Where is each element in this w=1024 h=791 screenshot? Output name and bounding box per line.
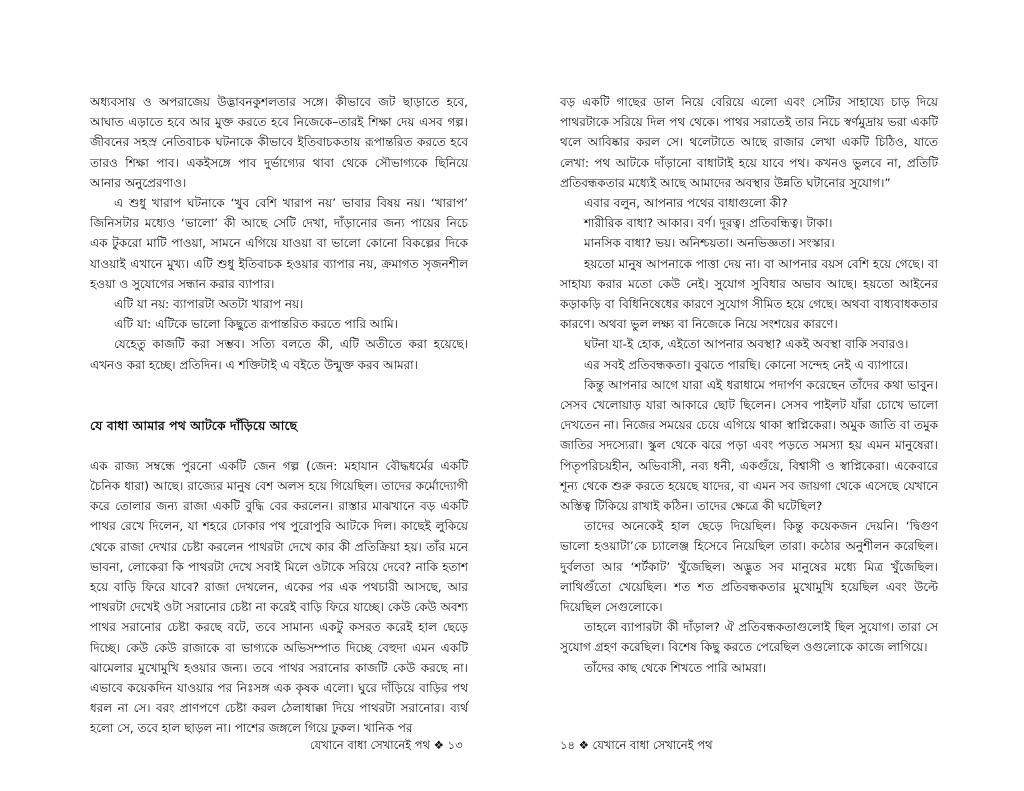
right-page-footer: ১৪ ❖ যেখানে বাধা সেখানেই পথ <box>560 738 713 752</box>
left-paragraph-3: এটি যা নয়: ব্যাপারটা অতটা খারাপ নয়। <box>114 297 304 312</box>
right-paragraph-4: মানসিক বাধা? ভয়। অনিশ্চয়তা। অনভিজ্ঞতা। সংস্কার। <box>584 236 835 251</box>
left-paragraph-1: অধ্যবসায় ও অপরাজেয় উদ্ভাবনকুশলতার সঙ্গে। কীভাবে জট ছাড়াতে হবে, আঘাত এড়াতে হবে আর মুক্ত করতে হবে নিজেকে–তারই শিক্ষা দেয় এসব গল্প। জীবনের সহস্র নেতিবাচক ঘটনাকে কীভাবে ইতিবাচকতায় রূপান্তরিত করতে হবে তারও শিক্ষা পাব। একইসঙ্গে পাব দুর্ভাগ্যের থাবা থেকে সৌভাগ্যকে ছিনিয়ে আনার অনুপ্রেরণাও। <box>90 95 468 190</box>
right-paragraph-3: শারীরিক বাধা? আকার। বর্ণ। দূরত্ব। প্রতিবন্ধিত্ব। টাকা। <box>584 216 833 231</box>
right-paragraph-2: এবার বলুন, আপনার পথের বাধাগুলো কী? <box>584 196 788 211</box>
story-paragraph: এক রাজ্য সম্বন্ধে পুরনো একটি জেন গল্প (জেন: মহাযান বৌদ্ধধর্মের একটি চৈনিক ধারা) আছে। রাজ্যের মানুষ বেশ অলস হয়ে গিয়েছিল। তাদের কর্মোদ্যোগী করে তোলার জন্য রাজা একটি বুদ্ধি বের করলেন। রাস্তার মাঝখানে বড় একটি পাথর রেখে দিলেন, যা শহরে ঢোকার পথ পুরোপুরি আটকে দিল। কাছেই লুকিয়ে থেকে রাজা দেখার চেষ্টা করলেন পাথরটা দেখে কার কী প্রতিক্রিয়া হয়। তাঁর মনে ভাবনা, লোকেরা কি পাথরটা দেখে সবাই মিলে ওটাকে সরিয়ে দেবে? নাকি হতাশ হয়ে বাড়ি ফিরে যাবে? রাজা দেখলেন, একের পর এক পথচারী আসছে, আর পাথরটা দেখেই ওটা সরানোর চেষ্টা না করেই বাড়ি ফিরে যাচ্ছে। কেউ কেউ অবশ্য পাথর সরানোর চেষ্টা করছে বটে, তবে সামান্য একটু কসরত করেই হাল ছেড়ে দিচ্ছে। কেউ কেউ রাজাকে বা ভাগ্যকে অভিসম্পাত দিচ্ছে বেহুদা এমন একটি ঝামেলার মুখোমুখি হওয়ার জন্য। তবে পাথর সরানোর কাজটি কেউ করছে না। এভাবে কয়েকদিন যাওয়ার পর নিঃসঙ্গ এক কৃষক এলো। ঘুরে দাঁড়িয়ে বাড়ির পথ ধরল না সে। বরং প্রাণপণে চেষ্টা করল ঠেলাধাক্কা দিয়ে পাথরটা সরানোর। ব্যর্থ হলো সে, তবে হাল ছাড়ল না। পাশের জঙ্গলে গিয়ে ঢুকল। খানিক পর <box>90 458 468 736</box>
right-paragraph-7: এর সবই প্রতিবন্ধকতা। বুঝতে পারছি। কোনো সন্দেহ নেই এ ব্যাপারে। <box>584 357 909 372</box>
right-paragraph-6: ঘটনা যা-ই হোক, এইতো আপনার অবস্থা? একই অবস্থা বাকি সবারও। <box>584 337 909 352</box>
right-paragraph-9: তাদের অনেকেই হাল ছেড়ে দিয়েছিল। কিন্তু কয়েকজন দেয়নি। ‘দ্বিগুণ ভালো হওয়াটা’কে চ্যালেঞ্জ হিসেবে নিয়েছিল তারা। কঠোর অনুশীলন করেছিল। দুর্বলতা আর ‘শর্টকাট’ খুঁজেছিল। অদ্ভুত সব মানুষের মধ্যে মিত্র খুঁজেছিল। লাথিগুঁতো খেয়েছিল। শত শত প্রতিবন্ধকতার মুখোমুখি হয়েছিল এবং উল্টে দিয়েছিল সেগুলোকে। <box>560 519 938 615</box>
left-paragraph-4: এটি যা: এটিকে ভালো কিছুতে রূপান্তরিত করতে পারি আমি। <box>114 317 398 332</box>
right-paragraph-10: তাহলে ব্যাপারটা কী দাঁড়াল? ঐ প্রতিবন্ধকতাগুলোই ছিল সুযোগ। তারা সে সুযোগ গ্রহণ করেছিল। বিশেষ কিছু করতে পেরেছিল ওগুলোকে কাজে লাগিয়ে। <box>560 620 938 655</box>
right-paragraph-11: তাঁদের কাছ থেকে শিখতে পারি আমরা। <box>584 660 767 675</box>
right-paragraph-5: হয়তো মানুষ আপনাকে পাত্তা দেয় না। বা আপনার বয়স বেশি হয়ে গেছে। বা সাহায্য করার মতো কেউ নেই। সুযোগ সুবিধার অভাব আছে। হয়তো আইনের কড়াকড়ি বা বিধিনিষেধের কারণে সুযোগ সীমিত হয়ে গেছে। অথবা বাধ্যবাধকতার কারণে। অথবা ভুল লক্ষ্য বা নিজেকে নিয়ে সংশয়ের কারণে। <box>560 256 938 332</box>
right-paragraph-1: বড় একটি গাছের ডাল নিয়ে বেরিয়ে এলো এবং সেটির সাহায্যে চাড় দিয়ে পাথরটাকে সরিয়ে দিল পথ থেকে। পাথর সরাতেই তার নিচে স্বর্ণমুদ্রায় ভরা একটি থলে আবিষ্কার করল সে। থলেটাতে আছে রাজার লেখা একটি চিঠিও, যাতে লেখা: পথ আটকে দাঁড়ানো বাধাটাই হয়ে যাবে পথ। কখনও ভুলবে না, প্রতিটি প্রতিবন্ধকতার মধ্যেই আছে আমাদের অবস্থার উন্নতি ঘটানোর সুযোগ।” <box>560 95 938 190</box>
right-paragraph-8: কিন্তু আপনার আগে যারা এই ধরাধামে পদার্পণ করেছেন তাঁদের কথা ভাবুন। সেসব খেলোয়াড় যারা আকারে ছোট ছিলেন। সেসব পাইলট যাঁরা চোখে ভালো দেখতেন না। নিজের সময়ের চেয়ে এগিয়ে থাকা স্বাপ্নিকেরা। অমুক জাতি বা তমুক জাতির সদস্যেরা। স্কুল থেকে ঝরে পড়া এবং পড়তে সমস্যা হয় এমন মানুষেরা। পিতৃপরিচয়হীন, অভিবাসী, নব্য ধনী, একগুঁয়ে, বিশ্বাসী ও স্বাপ্নিকেরা। একেবারে শূন্য থেকে শুরু করতে হয়েছে যাদের, বা এমন সব জায়গা থেকে এসেছে যেখানে অস্তিত্ব টিকিয়ে রাখাই কঠিন। তাদের ক্ষেত্রে কী ঘটেছিল? <box>560 377 938 514</box>
right-page <box>560 92 938 678</box>
left-paragraph-2: এ শুধু খারাপ ঘটনাকে ‘খুব বেশি খারাপ নয়’ ভাবার বিষয় নয়। ‘খারাপ’ জিনিসটার মধ্যেও ‘ভালো’ কী আছে সেটি দেখা, দাঁড়ানোর জন্য পায়ের নিচে এক টুকরো মাটি পাওয়া, সামনে এগিয়ে যাওয়া বা ভালো কোনো বিকল্পের দিকে যাওয়াই এখানে মুখ্য। এটি শুধু ইতিবাচক হওয়ার ব্যাপার নয়, ক্রমাগত সৃজনশীল হওয়া ও সুযোগের সন্ধান করার ব্যাপার। <box>90 196 468 291</box>
section-heading: যে বাধা আমার পথ আটকে দাঁড়িয়ে আছে <box>90 417 298 433</box>
left-page <box>90 92 468 739</box>
left-page-footer: যেখানে বাধা সেখানেই পথ ❖ ১৩ <box>310 738 463 752</box>
left-paragraph-5: যেহেতু কাজটি করা সম্ভব। সত্যি বলতে কী, এটি অতীতে করা হয়েছে। এখনও করা হচ্ছে। প্রতিদিন। এ শক্তিটাই এ বইতে উন্মুক্ত করব আমরা। <box>90 337 468 372</box>
